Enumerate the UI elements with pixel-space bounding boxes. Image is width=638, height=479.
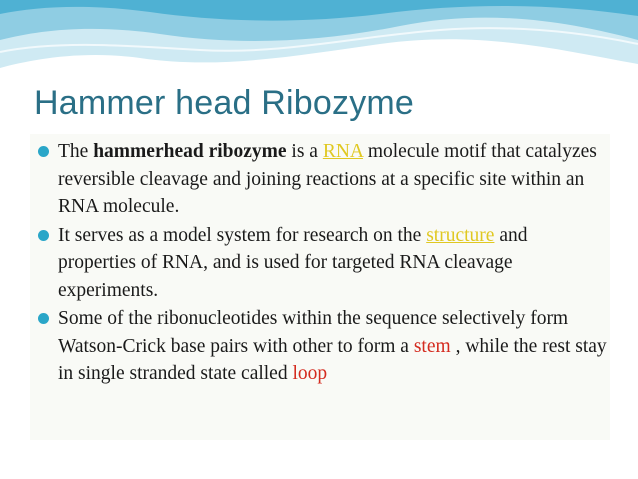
- bullet-list: [30, 134, 610, 388]
- rna-link[interactable]: RNA: [322, 141, 363, 162]
- bullet-1-text-mid: is a: [286, 141, 323, 162]
- content-area: [30, 134, 610, 440]
- wave-header-decoration: [0, 0, 638, 80]
- bullet-3-text-mid: , while the rest stay in single stranded state called: [58, 335, 607, 384]
- bullet-1-bold-term: hammerhead ribozyme: [93, 141, 287, 162]
- slide-title: Hammer head Ribozyme: [34, 84, 415, 122]
- bullet-dot-icon: [38, 146, 49, 157]
- stem-term: stem: [413, 335, 451, 357]
- bullet-dot-icon: [38, 313, 49, 324]
- bullet-item-3: [30, 305, 610, 388]
- bullet-3-text-start: Some of the ribonucleotides within the sequence selectively form Watson-Crick base pairs with other to form a: [58, 308, 569, 357]
- bullet-item-1: [30, 138, 610, 221]
- bullet-1-text-start: The: [58, 141, 94, 162]
- bullet-2-text-end: and properties of RNA, and is used for targeted RNA cleavage experiments.: [58, 224, 528, 301]
- bullet-dot-icon: [38, 230, 49, 241]
- bullet-1-text-end: molecule motif that catalyzes reversible cleavage and joining reactions at a specific site within an RNA molecule.: [58, 141, 597, 217]
- bullet-2-text-start: It serves as a model system for research on the: [58, 224, 427, 246]
- structure-link[interactable]: structure: [426, 224, 495, 246]
- loop-term: loop: [292, 363, 328, 384]
- bullet-item-2: [30, 222, 610, 305]
